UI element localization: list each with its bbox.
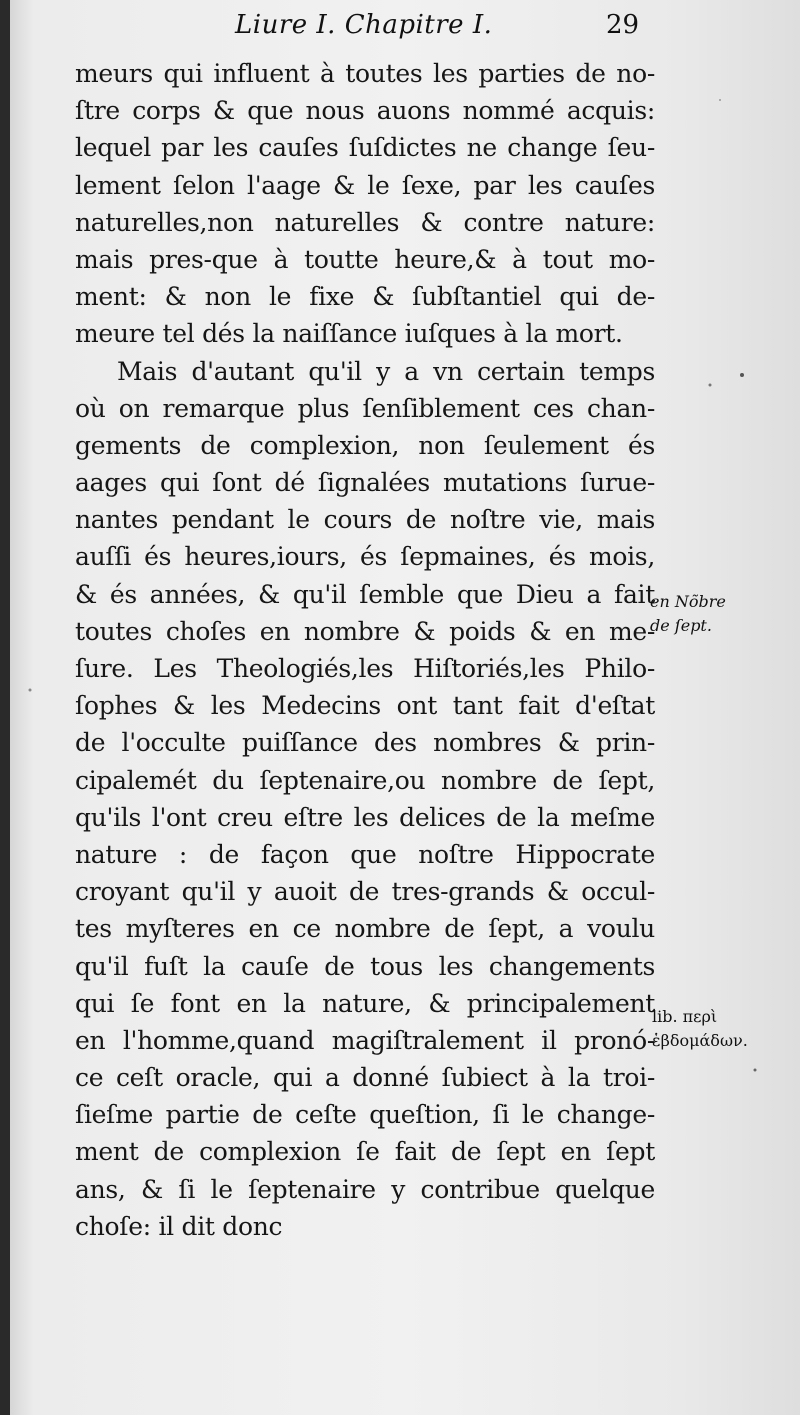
page-number: 29 bbox=[606, 10, 640, 40]
text-line: ment de complexion ſe fait de ſept en ſept bbox=[75, 1137, 655, 1167]
text-line: qui ſe font en la nature, & principalement bbox=[75, 988, 655, 1018]
text-line: croyant qu'il y auoit de tres-grands & occul- bbox=[75, 877, 655, 907]
text-line: meurs qui influent à toutes les parties de no- bbox=[75, 59, 655, 88]
text-line: qu'il fuſt la cauſe de tous les changements bbox=[75, 951, 655, 981]
text-line: ment: & non le fixe & ſubſtantiel qui de- bbox=[75, 282, 655, 312]
text-line: où on remarque plus ſenſiblement ces chan- bbox=[75, 393, 655, 423]
text-line: Mais d'autant qu'il y a vn certain temps bbox=[117, 356, 655, 386]
paper-speck bbox=[740, 373, 744, 377]
text-line: lequel par les cauſes ſuſdictes ne change ſeu- bbox=[75, 133, 655, 163]
text-line: ce ceſt oracle, qui a donné ſubiect à la troi- bbox=[75, 1063, 655, 1093]
text-line: ſieſme partie de ceſte queſtion, ſi le change- bbox=[75, 1100, 655, 1130]
text-line: tes myſteres en ce nombre de ſept, a voulu bbox=[75, 914, 655, 944]
paper-specks bbox=[10, 0, 800, 1415]
text-line: cipalemét du ſeptenaire,ou nombre de ſept, bbox=[75, 765, 655, 795]
text-line: & és années, & qu'il ſemble que Dieu a fait bbox=[75, 579, 655, 609]
running-head: Liure I. Chapitre I. bbox=[235, 10, 493, 40]
margin-note-line: ἑβδομάδων. bbox=[652, 1031, 748, 1050]
text-line: en l'homme,quand magiſtralement il pronó- bbox=[75, 1025, 655, 1055]
text-line: nantes pendant le cours de noſtre vie, mais bbox=[75, 505, 655, 535]
text-line: toutes choſes en nombre & poids & en me- bbox=[75, 616, 655, 646]
paper-speck bbox=[709, 384, 712, 387]
text-line: choſe: il dit donc bbox=[75, 1211, 283, 1241]
text-line: mais pres-que à toutte heure,& à tout mo- bbox=[75, 244, 655, 274]
text-line: de l'occulte puiſſance des nombres & prin- bbox=[75, 728, 655, 758]
paper-speck bbox=[719, 99, 721, 101]
margin-note-line: en Nõbre bbox=[650, 592, 726, 611]
text-line: qu'ils l'ont creu eſtre les delices de la meſme bbox=[75, 802, 655, 832]
margin-note-line: lib. περὶ bbox=[652, 1007, 718, 1026]
text-line: naturelles,non naturelles & contre nature: bbox=[75, 207, 655, 237]
margin-note-line: de ſept. bbox=[650, 616, 712, 635]
text-line: lement ſelon l'aage & le ſexe, par les cauſes bbox=[75, 170, 655, 200]
text-line: ſure. Les Theologiés,les Hiſtoriés,les Philo- bbox=[75, 654, 655, 683]
text-line: nature : de façon que noſtre Hippocrate bbox=[75, 839, 655, 869]
paper-speck bbox=[29, 689, 32, 692]
text-line: ſtre corps & que nous auons nommé acquis: bbox=[75, 96, 655, 126]
text-line: aages qui ſont dé ſignalées mutations ſurue- bbox=[75, 468, 655, 498]
text-line: ſophes & les Medecins ont tant fait d'eſtat bbox=[75, 691, 655, 721]
text-line: ans, & ſi le ſeptenaire y contribue quelque bbox=[75, 1174, 655, 1204]
book-page bbox=[10, 0, 800, 1415]
paper-speck bbox=[754, 1069, 757, 1072]
text-line: auſſi és heures,iours, és ſepmaines, és mois, bbox=[75, 542, 655, 572]
text-line: meure tel dés la naiſſance iuſques à la mort. bbox=[75, 319, 623, 349]
text-line: gements de complexion, non ſeulement és bbox=[75, 430, 655, 460]
